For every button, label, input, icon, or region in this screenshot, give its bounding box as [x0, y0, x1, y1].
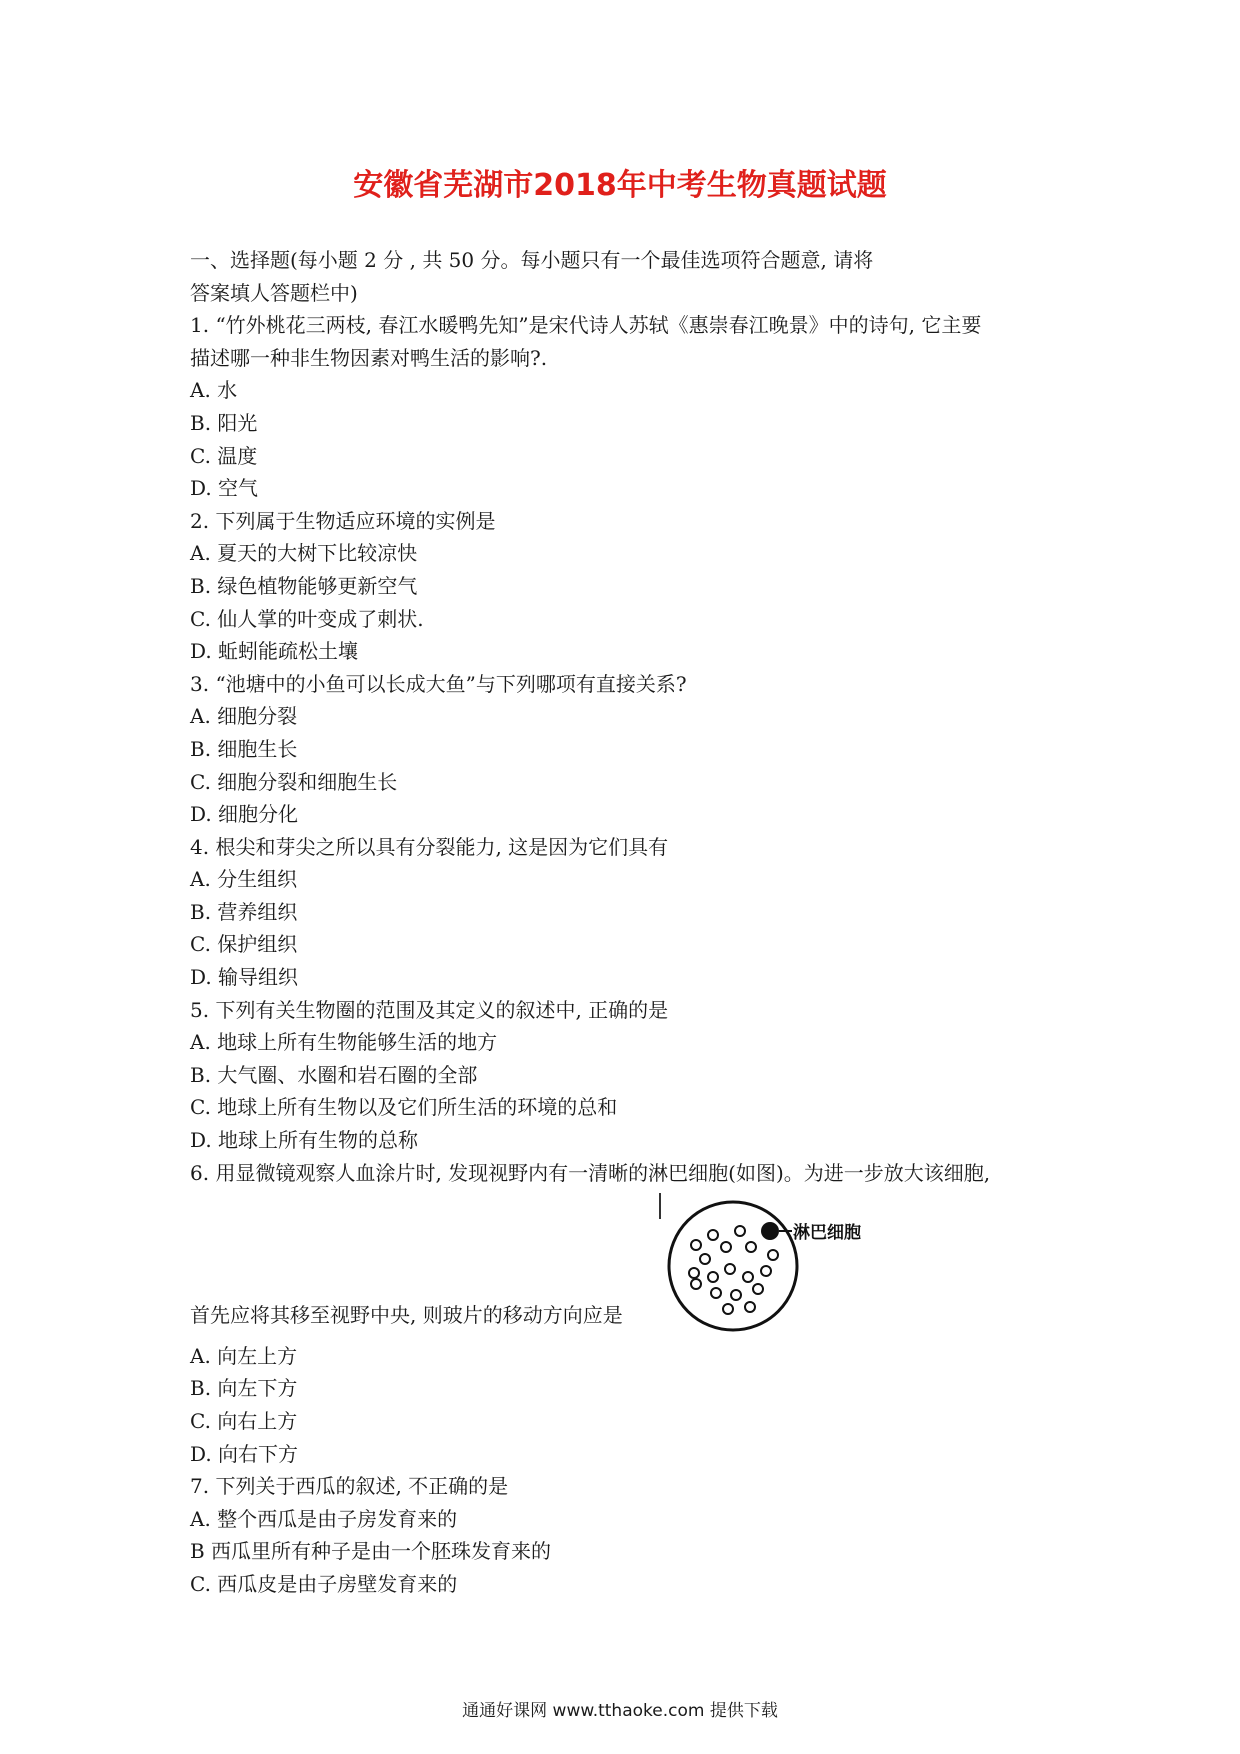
- q5-option-c: C. 地球上所有生物以及它们所生活的环境的总和: [190, 1095, 618, 1120]
- blood-cell: [711, 1288, 721, 1298]
- blood-cell: [700, 1254, 710, 1264]
- blood-cell: [745, 1302, 755, 1312]
- blood-cell: [743, 1272, 753, 1282]
- blood-cell: [708, 1272, 718, 1282]
- q6-option-d: D. 向右下方: [190, 1441, 299, 1466]
- blood-cell: [691, 1279, 701, 1289]
- blood-cell: [725, 1264, 735, 1274]
- q5-stem: 5. 下列有关生物圈的范围及其定义的叙述中, 正确的是: [190, 997, 669, 1022]
- blood-cell: [708, 1230, 718, 1240]
- q6-stem-line-1: 6. 用显微镜观察人血涂片时, 发现视野内有一清晰的淋巴细胞(如图)。为进一步放大该细胞,: [190, 1160, 991, 1185]
- blood-cell: [768, 1250, 778, 1260]
- q7-option-b: B 西瓜里所有种子是由一个胚珠发育来的: [190, 1539, 552, 1564]
- q3-option-c: C. 细胞分裂和细胞生长: [190, 769, 398, 794]
- q3-option-b: B. 细胞生长: [190, 736, 298, 761]
- q2-stem: 2. 下列属于生物适应环境的实例是: [190, 508, 496, 533]
- question-content: [190, 244, 1090, 1601]
- section-header-line-2: 答案填人答题栏中): [190, 280, 358, 305]
- page-title: 安徽省芜湖市2018年中考生物真题试题: [353, 168, 887, 203]
- q1-option-d: D. 空气: [190, 476, 259, 501]
- q1-option-c: C. 温度: [190, 443, 258, 468]
- q5-option-b: B. 大气圈、水圈和岩石圈的全部: [190, 1062, 478, 1087]
- q2-option-a: A. 夏天的大树下比较凉快: [190, 541, 418, 566]
- q4-stem: 4. 根尖和芽尖之所以具有分裂能力, 这是因为它们具有: [190, 834, 669, 859]
- q4-option-c: C. 保护组织: [190, 932, 298, 957]
- q1-option-b: B. 阳光: [190, 410, 258, 435]
- q7-stem: 7. 下列关于西瓜的叙述, 不正确的是: [190, 1474, 509, 1499]
- q3-option-a: A. 细胞分裂: [190, 704, 298, 729]
- q6-figure-row: [190, 1189, 1090, 1299]
- lymphocyte-cell: [761, 1222, 779, 1240]
- blood-cell: [753, 1284, 763, 1294]
- q6-option-a: A. 向左上方: [190, 1343, 298, 1368]
- q4-option-d: D. 输导组织: [190, 965, 299, 990]
- q7-option-a: A. 整个西瓜是由子房发育来的: [190, 1506, 458, 1531]
- q3-stem: 3. “池塘中的小鱼可以长成大鱼”与下列哪项有直接关系?: [190, 671, 687, 696]
- q5-option-a: A. 地球上所有生物能够生活的地方: [190, 1030, 498, 1055]
- q4-option-b: B. 营养组织: [190, 899, 298, 924]
- q1-option-a: A. 水: [190, 378, 238, 403]
- q6-option-c: C. 向右上方: [190, 1409, 298, 1433]
- blood-cell: [689, 1268, 699, 1278]
- q1-stem-line-1: 1. “竹外桃花三两枝, 春江水暖鸭先知”是宋代诗人苏轼《惠崇春江晚景》中的诗句, 它主要: [190, 313, 982, 338]
- q1-stem-line-2: 描述哪一种非生物因素对鸭生活的影响?.: [190, 345, 548, 370]
- section-header-line-1: 一、选择题(每小题 2 分 , 共 50 分。每小题只有一个最佳选项符合题意, 请将: [190, 248, 874, 272]
- q2-option-b: B. 绿色植物能够更新空气: [190, 573, 418, 598]
- q3-option-d: D. 细胞分化: [190, 802, 299, 827]
- blood-cell: [761, 1266, 771, 1276]
- q4-option-a: A. 分生组织: [190, 867, 298, 892]
- q7-option-c: C. 西瓜皮是由子房壁发育来的: [190, 1571, 458, 1596]
- blood-cell: [721, 1242, 731, 1252]
- lymphocyte-label: 淋巴细胞: [793, 1223, 861, 1244]
- blood-cell: [746, 1242, 756, 1252]
- q6-option-b: B. 向左下方: [190, 1376, 298, 1401]
- q2-option-c: C. 仙人掌的叶变成了刺状.: [190, 606, 424, 631]
- blood-cell: [723, 1304, 733, 1314]
- blood-cell: [691, 1240, 701, 1250]
- page-footer: 通通好课网 www.tthaoke.com 提供下载: [462, 1701, 778, 1721]
- blood-cell: [731, 1290, 741, 1300]
- microscope-field-figure: [658, 1189, 898, 1339]
- q5-option-d: D. 地球上所有生物的总称: [190, 1128, 419, 1153]
- q6-stem-line-2: 首先应将其移至视野中央, 则玻片的移动方向应是: [190, 1303, 623, 1328]
- q2-option-d: D. 蚯蚓能疏松土壤: [190, 639, 359, 664]
- blood-cell: [735, 1226, 745, 1236]
